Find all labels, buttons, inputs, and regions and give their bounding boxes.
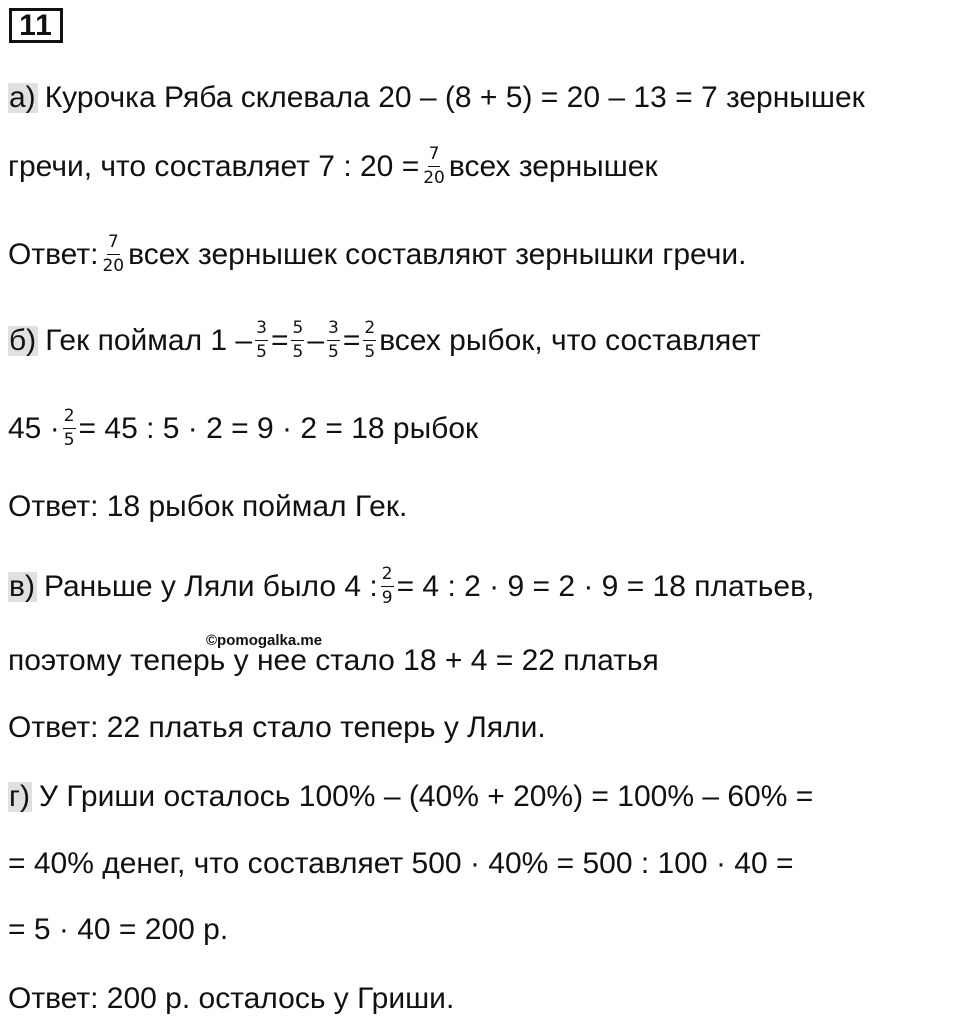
- fraction-denominator: 5: [292, 342, 304, 362]
- part-v-text-3: поэтому теперь у нее стало 18 + 4 = 22 платья: [8, 644, 659, 677]
- part-a-text-1: Курочка Ряба склевала 20 – (8 + 5) = 20 – 13 = 7 зернышек: [44, 81, 865, 114]
- answer-text: всех зернышек составляют зернышки гречи.: [128, 237, 747, 271]
- part-g-line-3: [8, 915, 228, 945]
- part-g-line-2: [8, 849, 794, 879]
- fraction-denominator: 5: [364, 342, 376, 362]
- fraction: [363, 320, 376, 361]
- part-a-line-1: [8, 83, 865, 113]
- answer-text: Ответ: 22 платья стало теперь у Ляли.: [8, 711, 546, 744]
- fraction-numerator: 2: [381, 566, 394, 587]
- part-v-line-1: [8, 566, 814, 607]
- watermark: ©pomogalka.me: [206, 632, 323, 649]
- part-v-line-2: [8, 646, 659, 676]
- fraction-numerator: 5: [291, 320, 304, 341]
- equals-sign: =: [270, 323, 289, 357]
- fraction: [381, 566, 394, 607]
- fraction: [422, 146, 446, 187]
- part-a-text-3: всех зернышек: [448, 149, 658, 183]
- equals-sign: =: [342, 323, 361, 357]
- fraction-denominator: 5: [63, 430, 75, 450]
- part-a-label: а): [9, 81, 36, 114]
- part-g-text-1: У Гриши осталось 100% – (40% + 20%) = 100% – 60% =: [38, 780, 814, 813]
- part-v-text-2: = 4 : 2 · 9 = 2 · 9 = 18 платьев,: [396, 569, 815, 603]
- fraction: [101, 234, 125, 275]
- problem-number: 11: [9, 8, 63, 43]
- answer-text: Ответ: 18 рыбок поймал Гек.: [8, 490, 408, 523]
- part-v-text-1: Раньше у Ляли было 4 :: [43, 569, 378, 603]
- fraction-denominator: 20: [423, 168, 445, 188]
- fraction-numerator: 3: [255, 320, 268, 341]
- fraction: [63, 408, 76, 449]
- part-b-text-3: 45 ·: [8, 411, 60, 445]
- part-a-line-2: [8, 146, 658, 187]
- part-a-answer: [8, 234, 746, 275]
- fraction-denominator: 20: [102, 256, 125, 276]
- minus-sign: –: [307, 323, 324, 357]
- part-g-text-2: = 40% денег, что составляет 500 · 40% = 500 : 100 · 40 =: [8, 847, 794, 880]
- fraction-denominator: 5: [328, 342, 339, 362]
- fraction-numerator: 3: [327, 320, 340, 341]
- fraction: [255, 320, 268, 361]
- part-g-label: г): [9, 780, 30, 813]
- answer-text: Ответ: 200 р. осталось у Гриши.: [8, 982, 455, 1015]
- part-b-line-2: [8, 408, 478, 449]
- fraction-numerator: 7: [107, 234, 120, 255]
- answer-label: Ответ:: [8, 237, 99, 271]
- fraction: [291, 320, 304, 361]
- fraction-numerator: 7: [428, 146, 441, 167]
- fraction-numerator: 2: [363, 320, 376, 341]
- part-g-answer: [8, 984, 454, 1014]
- fraction-denominator: 5: [256, 342, 267, 362]
- fraction-numerator: 2: [63, 408, 76, 429]
- fraction-denominator: 9: [381, 588, 393, 608]
- fraction: [327, 320, 340, 361]
- part-b-text-2: всех рыбок, что составляет: [379, 323, 761, 357]
- part-g-text-3: = 5 · 40 = 200 р.: [8, 913, 229, 946]
- part-a-text-2: гречи, что составляет 7 : 20 =: [8, 149, 420, 183]
- part-v-answer: [8, 713, 546, 743]
- part-b-text-1: Гек поймал 1 –: [45, 323, 253, 357]
- part-b-line-1: [8, 320, 761, 361]
- part-v-label: в): [9, 569, 35, 603]
- part-g-line-1: [8, 782, 813, 812]
- part-b-text-4: = 45 : 5 · 2 = 9 · 2 = 18 рыбок: [78, 411, 479, 445]
- part-b-label: б): [9, 323, 37, 357]
- part-b-answer: [8, 492, 407, 522]
